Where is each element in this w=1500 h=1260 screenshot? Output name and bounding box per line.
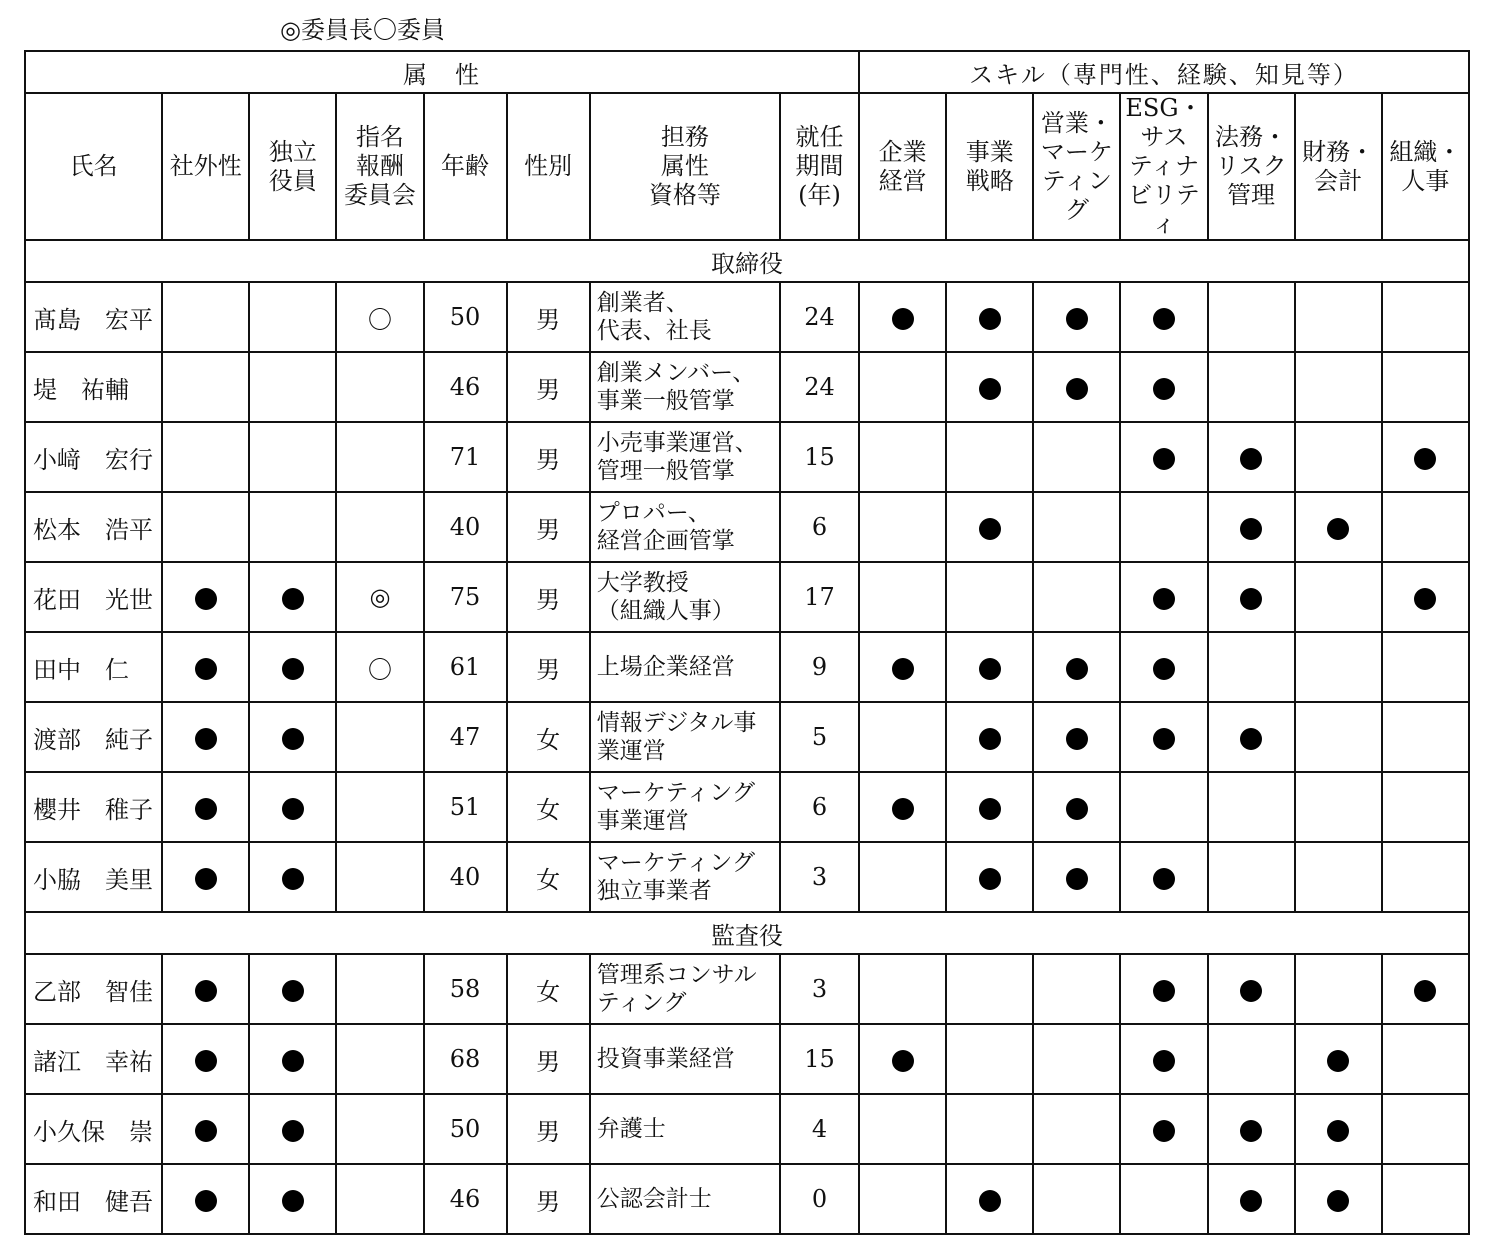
role-cell: 情報デジタル事 業運営 xyxy=(590,702,780,772)
skill-finance-cell xyxy=(1295,1024,1382,1094)
skill-mgmt-cell xyxy=(859,422,946,492)
skill-strategy-cell xyxy=(946,422,1033,492)
outside-cell xyxy=(162,1024,249,1094)
filled-dot-icon xyxy=(1066,308,1088,330)
gender-cell: 女 xyxy=(507,702,590,772)
filled-dot-icon xyxy=(282,1190,304,1212)
committee-cell xyxy=(336,954,423,1024)
skill-esg-cell xyxy=(1120,702,1207,772)
age-cell: 68 xyxy=(424,1024,507,1094)
outside-cell xyxy=(162,1094,249,1164)
tenure-cell: 6 xyxy=(780,492,859,562)
group-header-row xyxy=(25,51,1469,93)
table-row xyxy=(25,562,1469,632)
filled-dot-icon xyxy=(282,798,304,820)
skill-esg-cell xyxy=(1120,772,1207,842)
member-name: 田中 仁 xyxy=(25,632,162,702)
member-name: 花田 光世 xyxy=(25,562,162,632)
col-header-skill-esg: ESG・ サス ティナ ビリティ xyxy=(1120,93,1207,240)
skill-legal-cell xyxy=(1208,562,1295,632)
member-name: 乙部 智佳 xyxy=(25,954,162,1024)
skill-strategy-cell xyxy=(946,702,1033,772)
committee-cell xyxy=(336,1094,423,1164)
age-cell: 40 xyxy=(424,842,507,912)
gender-cell: 男 xyxy=(507,1094,590,1164)
outside-cell xyxy=(162,954,249,1024)
role-cell: 大学教授 （組織人事） xyxy=(590,562,780,632)
filled-dot-icon xyxy=(195,1190,217,1212)
col-header-skill-mgmt: 企業 経営 xyxy=(859,93,946,240)
tenure-cell: 4 xyxy=(780,1094,859,1164)
filled-dot-icon xyxy=(892,658,914,680)
gender-cell: 男 xyxy=(507,352,590,422)
filled-dot-icon xyxy=(892,308,914,330)
skill-finance-cell xyxy=(1295,842,1382,912)
committee-legend: ◎委員長〇委員 xyxy=(280,16,445,44)
attributes-group-header: 属 性 xyxy=(25,51,859,93)
independent-cell xyxy=(249,562,336,632)
independent-cell xyxy=(249,842,336,912)
gender-cell: 男 xyxy=(507,1024,590,1094)
section-row xyxy=(25,240,1469,282)
skill-mgmt-cell xyxy=(859,842,946,912)
role-cell: 投資事業経営 xyxy=(590,1024,780,1094)
tenure-cell: 17 xyxy=(780,562,859,632)
filled-dot-icon xyxy=(979,378,1001,400)
table-row xyxy=(25,772,1469,842)
table-row xyxy=(25,842,1469,912)
col-header-skill-hr: 組織・ 人事 xyxy=(1382,93,1469,240)
filled-dot-icon xyxy=(195,980,217,1002)
skill-sales-cell xyxy=(1033,842,1120,912)
skill-hr-cell xyxy=(1382,1024,1469,1094)
skill-mgmt-cell xyxy=(859,562,946,632)
gender-cell: 女 xyxy=(507,772,590,842)
member-name: 小﨑 宏行 xyxy=(25,422,162,492)
age-cell: 40 xyxy=(424,492,507,562)
col-header-independent: 独立 役員 xyxy=(249,93,336,240)
outside-cell xyxy=(162,562,249,632)
skill-legal-cell xyxy=(1208,632,1295,702)
skill-legal-cell xyxy=(1208,422,1295,492)
skill-sales-cell xyxy=(1033,1024,1120,1094)
independent-cell xyxy=(249,1164,336,1234)
filled-dot-icon xyxy=(282,1050,304,1072)
skill-mgmt-cell xyxy=(859,632,946,702)
filled-dot-icon xyxy=(1153,448,1175,470)
filled-dot-icon xyxy=(1240,1120,1262,1142)
role-cell: 管理系コンサル ティング xyxy=(590,954,780,1024)
outside-cell xyxy=(162,492,249,562)
skill-matrix-table xyxy=(24,50,1470,1235)
member-name: 髙島 宏平 xyxy=(25,282,162,352)
filled-dot-icon xyxy=(1240,588,1262,610)
member-name: 渡部 純子 xyxy=(25,702,162,772)
skill-strategy-cell xyxy=(946,352,1033,422)
committee-cell xyxy=(336,492,423,562)
role-cell: 創業メンバー、 事業一般管掌 xyxy=(590,352,780,422)
filled-dot-icon xyxy=(195,588,217,610)
skill-strategy-cell xyxy=(946,282,1033,352)
skill-hr-cell xyxy=(1382,954,1469,1024)
filled-dot-icon xyxy=(195,1120,217,1142)
age-cell: 50 xyxy=(424,282,507,352)
gender-cell: 男 xyxy=(507,282,590,352)
age-cell: 75 xyxy=(424,562,507,632)
skill-esg-cell xyxy=(1120,632,1207,702)
committee-cell xyxy=(336,352,423,422)
skill-mgmt-cell xyxy=(859,352,946,422)
member-name: 櫻井 稚子 xyxy=(25,772,162,842)
skill-sales-cell xyxy=(1033,954,1120,1024)
skill-finance-cell xyxy=(1295,702,1382,772)
skill-strategy-cell xyxy=(946,492,1033,562)
filled-dot-icon xyxy=(195,868,217,890)
skill-hr-cell xyxy=(1382,842,1469,912)
filled-dot-icon xyxy=(892,798,914,820)
filled-dot-icon xyxy=(1153,588,1175,610)
skill-mgmt-cell xyxy=(859,1164,946,1234)
table-row xyxy=(25,702,1469,772)
skill-esg-cell xyxy=(1120,954,1207,1024)
table-row xyxy=(25,1164,1469,1234)
member-name: 諸江 幸祐 xyxy=(25,1024,162,1094)
committee-cell xyxy=(336,422,423,492)
skill-legal-cell xyxy=(1208,352,1295,422)
committee-cell xyxy=(336,842,423,912)
outside-cell xyxy=(162,1164,249,1234)
committee-cell: 〇 xyxy=(336,632,423,702)
filled-dot-icon xyxy=(1327,518,1349,540)
skill-strategy-cell xyxy=(946,954,1033,1024)
skill-sales-cell xyxy=(1033,562,1120,632)
skill-hr-cell xyxy=(1382,492,1469,562)
filled-dot-icon xyxy=(1240,980,1262,1002)
filled-dot-icon xyxy=(1414,588,1436,610)
filled-dot-icon xyxy=(282,980,304,1002)
filled-dot-icon xyxy=(1153,1120,1175,1142)
table-row xyxy=(25,632,1469,702)
skill-mgmt-cell xyxy=(859,702,946,772)
skill-sales-cell xyxy=(1033,1094,1120,1164)
skill-finance-cell xyxy=(1295,492,1382,562)
outside-cell xyxy=(162,702,249,772)
independent-cell xyxy=(249,282,336,352)
skill-strategy-cell xyxy=(946,1164,1033,1234)
member-name: 小脇 美里 xyxy=(25,842,162,912)
outside-cell xyxy=(162,772,249,842)
age-cell: 50 xyxy=(424,1094,507,1164)
table-row xyxy=(25,1024,1469,1094)
matrix-body xyxy=(25,240,1469,1234)
skill-hr-cell xyxy=(1382,772,1469,842)
filled-dot-icon xyxy=(1153,658,1175,680)
member-name: 小久保 崇 xyxy=(25,1094,162,1164)
filled-dot-icon xyxy=(1066,868,1088,890)
independent-cell xyxy=(249,772,336,842)
outside-cell xyxy=(162,842,249,912)
filled-dot-icon xyxy=(979,1190,1001,1212)
committee-cell xyxy=(336,1164,423,1234)
filled-dot-icon xyxy=(892,1050,914,1072)
filled-dot-icon xyxy=(195,658,217,680)
age-cell: 51 xyxy=(424,772,507,842)
filled-dot-icon xyxy=(1240,518,1262,540)
filled-dot-icon xyxy=(1153,868,1175,890)
skill-hr-cell xyxy=(1382,1094,1469,1164)
skill-finance-cell xyxy=(1295,422,1382,492)
tenure-cell: 6 xyxy=(780,772,859,842)
filled-dot-icon xyxy=(979,798,1001,820)
skill-strategy-cell xyxy=(946,772,1033,842)
table-row xyxy=(25,282,1469,352)
skill-finance-cell xyxy=(1295,772,1382,842)
tenure-cell: 15 xyxy=(780,422,859,492)
independent-cell xyxy=(249,632,336,702)
skill-legal-cell xyxy=(1208,1094,1295,1164)
filled-dot-icon xyxy=(1327,1050,1349,1072)
committee-cell xyxy=(336,772,423,842)
filled-dot-icon xyxy=(282,658,304,680)
independent-cell xyxy=(249,1094,336,1164)
gender-cell: 男 xyxy=(507,422,590,492)
role-cell: 弁護士 xyxy=(590,1094,780,1164)
skill-mgmt-cell xyxy=(859,1024,946,1094)
gender-cell: 男 xyxy=(507,632,590,702)
col-header-outside: 社外性 xyxy=(162,93,249,240)
column-header-row xyxy=(25,93,1469,240)
tenure-cell: 15 xyxy=(780,1024,859,1094)
outside-cell xyxy=(162,422,249,492)
age-cell: 71 xyxy=(424,422,507,492)
skill-strategy-cell xyxy=(946,562,1033,632)
table-row xyxy=(25,492,1469,562)
table-row xyxy=(25,422,1469,492)
skill-legal-cell xyxy=(1208,1024,1295,1094)
skill-finance-cell xyxy=(1295,352,1382,422)
col-header-age: 年齢 xyxy=(424,93,507,240)
tenure-cell: 9 xyxy=(780,632,859,702)
filled-dot-icon xyxy=(282,588,304,610)
skill-sales-cell xyxy=(1033,632,1120,702)
skill-mgmt-cell xyxy=(859,954,946,1024)
committee-cell: 〇 xyxy=(336,282,423,352)
skill-legal-cell xyxy=(1208,492,1295,562)
filled-dot-icon xyxy=(282,868,304,890)
skill-hr-cell xyxy=(1382,702,1469,772)
col-header-committee: 指名 報酬 委員会 xyxy=(336,93,423,240)
gender-cell: 男 xyxy=(507,1164,590,1234)
independent-cell xyxy=(249,702,336,772)
outside-cell xyxy=(162,352,249,422)
skill-mgmt-cell xyxy=(859,282,946,352)
filled-dot-icon xyxy=(1240,448,1262,470)
section-row xyxy=(25,912,1469,954)
skill-sales-cell xyxy=(1033,492,1120,562)
filled-dot-icon xyxy=(1327,1120,1349,1142)
skill-esg-cell xyxy=(1120,562,1207,632)
filled-dot-icon xyxy=(1240,1190,1262,1212)
col-header-tenure: 就任 期間 (年) xyxy=(780,93,859,240)
independent-cell xyxy=(249,1024,336,1094)
filled-dot-icon xyxy=(282,1120,304,1142)
skills-group-header: スキル（専門性、経験、知見等） xyxy=(859,51,1469,93)
tenure-cell: 5 xyxy=(780,702,859,772)
skill-esg-cell xyxy=(1120,842,1207,912)
role-cell: プロパー、 経営企画管掌 xyxy=(590,492,780,562)
skill-finance-cell xyxy=(1295,1164,1382,1234)
role-cell: マーケティング 独立事業者 xyxy=(590,842,780,912)
filled-dot-icon xyxy=(195,798,217,820)
outside-cell xyxy=(162,632,249,702)
gender-cell: 女 xyxy=(507,842,590,912)
role-cell: 公認会計士 xyxy=(590,1164,780,1234)
filled-dot-icon xyxy=(1153,980,1175,1002)
table-row xyxy=(25,954,1469,1024)
filled-dot-icon xyxy=(195,1050,217,1072)
skill-finance-cell xyxy=(1295,282,1382,352)
filled-dot-icon xyxy=(1066,798,1088,820)
tenure-cell: 24 xyxy=(780,282,859,352)
col-header-name: 氏名 xyxy=(25,93,162,240)
filled-dot-icon xyxy=(195,728,217,750)
gender-cell: 男 xyxy=(507,492,590,562)
tenure-cell: 24 xyxy=(780,352,859,422)
age-cell: 46 xyxy=(424,352,507,422)
skill-esg-cell xyxy=(1120,1024,1207,1094)
skill-legal-cell xyxy=(1208,282,1295,352)
committee-cell xyxy=(336,702,423,772)
member-name: 堤 祐輔 xyxy=(25,352,162,422)
skill-sales-cell xyxy=(1033,282,1120,352)
age-cell: 61 xyxy=(424,632,507,702)
skill-legal-cell xyxy=(1208,772,1295,842)
skill-sales-cell xyxy=(1033,772,1120,842)
skill-sales-cell xyxy=(1033,702,1120,772)
table-row xyxy=(25,1094,1469,1164)
filled-dot-icon xyxy=(1153,378,1175,400)
committee-cell xyxy=(336,1024,423,1094)
skill-hr-cell xyxy=(1382,562,1469,632)
skill-legal-cell xyxy=(1208,842,1295,912)
filled-dot-icon xyxy=(1414,980,1436,1002)
skill-finance-cell xyxy=(1295,632,1382,702)
independent-cell xyxy=(249,954,336,1024)
skill-finance-cell xyxy=(1295,954,1382,1024)
skill-legal-cell xyxy=(1208,954,1295,1024)
age-cell: 46 xyxy=(424,1164,507,1234)
skill-finance-cell xyxy=(1295,1094,1382,1164)
skill-legal-cell xyxy=(1208,1164,1295,1234)
skill-sales-cell xyxy=(1033,422,1120,492)
role-cell: 創業者、 代表、社長 xyxy=(590,282,780,352)
independent-cell xyxy=(249,352,336,422)
skill-mgmt-cell xyxy=(859,492,946,562)
filled-dot-icon xyxy=(1153,1050,1175,1072)
tenure-cell: 3 xyxy=(780,954,859,1024)
member-name: 和田 健吾 xyxy=(25,1164,162,1234)
age-cell: 47 xyxy=(424,702,507,772)
role-cell: 上場企業経営 xyxy=(590,632,780,702)
filled-dot-icon xyxy=(1153,308,1175,330)
tenure-cell: 0 xyxy=(780,1164,859,1234)
skill-hr-cell xyxy=(1382,282,1469,352)
filled-dot-icon xyxy=(979,308,1001,330)
filled-dot-icon xyxy=(282,728,304,750)
skill-esg-cell xyxy=(1120,282,1207,352)
role-cell: マーケティング 事業運営 xyxy=(590,772,780,842)
skill-strategy-cell xyxy=(946,632,1033,702)
skill-sales-cell xyxy=(1033,1164,1120,1234)
skill-strategy-cell xyxy=(946,1094,1033,1164)
tenure-cell: 3 xyxy=(780,842,859,912)
skill-esg-cell xyxy=(1120,492,1207,562)
skill-hr-cell xyxy=(1382,1164,1469,1234)
skill-hr-cell xyxy=(1382,632,1469,702)
skill-esg-cell xyxy=(1120,1094,1207,1164)
gender-cell: 男 xyxy=(507,562,590,632)
filled-dot-icon xyxy=(1153,728,1175,750)
filled-dot-icon xyxy=(979,728,1001,750)
age-cell: 58 xyxy=(424,954,507,1024)
section-label: 取締役 xyxy=(25,240,1469,282)
skill-esg-cell xyxy=(1120,1164,1207,1234)
skill-hr-cell xyxy=(1382,422,1469,492)
gender-cell: 女 xyxy=(507,954,590,1024)
skill-legal-cell xyxy=(1208,702,1295,772)
independent-cell xyxy=(249,492,336,562)
skill-strategy-cell xyxy=(946,1024,1033,1094)
skill-strategy-cell xyxy=(946,842,1033,912)
skill-hr-cell xyxy=(1382,352,1469,422)
filled-dot-icon xyxy=(979,658,1001,680)
filled-dot-icon xyxy=(1414,448,1436,470)
skill-mgmt-cell xyxy=(859,772,946,842)
skill-finance-cell xyxy=(1295,562,1382,632)
filled-dot-icon xyxy=(1240,728,1262,750)
filled-dot-icon xyxy=(1327,1190,1349,1212)
skill-mgmt-cell xyxy=(859,1094,946,1164)
filled-dot-icon xyxy=(1066,378,1088,400)
col-header-skill-sales: 営業・ マーケ ティング xyxy=(1033,93,1120,240)
independent-cell xyxy=(249,422,336,492)
skill-sales-cell xyxy=(1033,352,1120,422)
col-header-gender: 性別 xyxy=(507,93,590,240)
col-header-skill-strategy: 事業 戦略 xyxy=(946,93,1033,240)
col-header-role: 担務 属性 資格等 xyxy=(590,93,780,240)
outside-cell xyxy=(162,282,249,352)
section-label: 監査役 xyxy=(25,912,1469,954)
filled-dot-icon xyxy=(979,518,1001,540)
skill-esg-cell xyxy=(1120,422,1207,492)
committee-cell: ◎ xyxy=(336,562,423,632)
member-name: 松本 浩平 xyxy=(25,492,162,562)
col-header-skill-finance: 財務・ 会計 xyxy=(1295,93,1382,240)
role-cell: 小売事業運営、 管理一般管掌 xyxy=(590,422,780,492)
filled-dot-icon xyxy=(1066,728,1088,750)
filled-dot-icon xyxy=(979,868,1001,890)
table-row xyxy=(25,352,1469,422)
filled-dot-icon xyxy=(1066,658,1088,680)
col-header-skill-legal: 法務・ リスク 管理 xyxy=(1208,93,1295,240)
skill-esg-cell xyxy=(1120,352,1207,422)
